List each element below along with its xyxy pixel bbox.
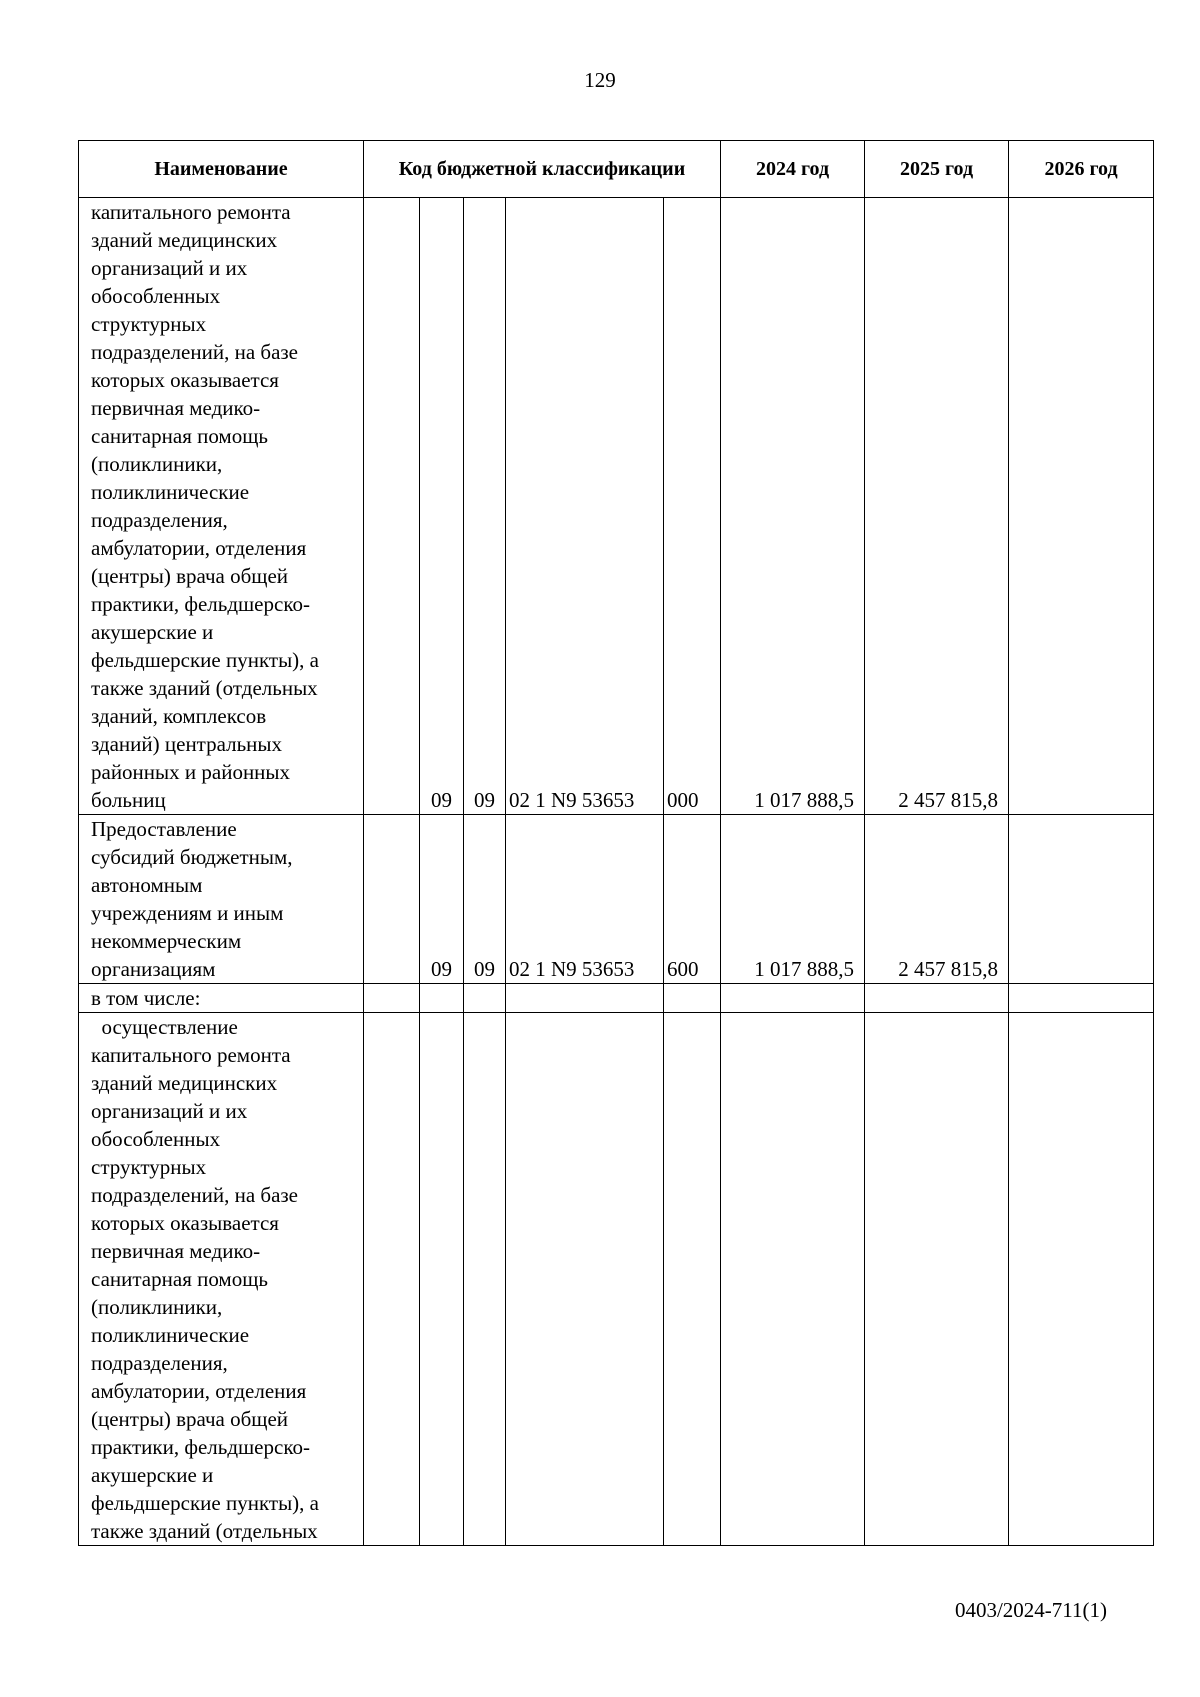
row-code-1 xyxy=(364,1013,420,1546)
document-reference: 0403/2024-711(1) xyxy=(954,1598,1107,1622)
table-header-row xyxy=(79,141,1154,198)
row-code-target: 02 1 N9 53653 xyxy=(506,198,664,815)
row-code-subsection: 09 xyxy=(464,815,506,984)
header-2024: 2024 год xyxy=(721,141,865,198)
row-amount-2024: 1 017 888,5 xyxy=(721,198,865,815)
row-code-expense-type: 600 xyxy=(664,815,721,984)
row-code-section xyxy=(420,1013,464,1546)
row-amount-2025: 2 457 815,8 xyxy=(865,198,1009,815)
page-number: 129 xyxy=(584,68,616,92)
row-code-1 xyxy=(364,815,420,984)
row-name: капитального ремонта зданий медицинских организаций и их обособленных структурных подразделений, на базе которых оказывается первичная медико- санитарная помощь (поликлиники, поликлинические подразделения, амбулатории, отделения (центры) врача общей практики, фельдшерско- акушерские и фельдшерские пункты), а также зданий (отдельных зданий, комплексов зданий) центральных районных и районных больниц xyxy=(79,198,364,815)
row-code-section xyxy=(420,984,464,1013)
row-code-target xyxy=(506,984,664,1013)
row-code-section: 09 xyxy=(420,198,464,815)
row-code-target xyxy=(506,1013,664,1546)
row-code-section: 09 xyxy=(420,815,464,984)
header-2026: 2026 год xyxy=(1009,141,1154,198)
row-amount-2024 xyxy=(721,1013,865,1546)
row-code-expense-type xyxy=(664,984,721,1013)
row-amount-2026 xyxy=(1009,1013,1154,1546)
table-row xyxy=(79,984,1154,1013)
header-name: Наименование xyxy=(79,141,364,198)
row-code-subsection xyxy=(464,984,506,1013)
row-code-expense-type xyxy=(664,1013,721,1546)
row-name: Предоставление субсидий бюджетным, автономным учреждениям и иным некоммерческим организациям xyxy=(79,815,364,984)
row-amount-2024 xyxy=(721,984,865,1013)
budget-table xyxy=(78,140,1154,1546)
row-name: осуществление капитального ремонта зданий медицинских организаций и их обособленных структурных подразделений, на базе которых оказывается первичная медико- санитарная помощь (поликлиники, поликлинические подразделения, амбулатории, отделения (центры) врача общей практики, фельдшерско- акушерские и фельдшерские пункты), а также зданий (отдельных xyxy=(79,1013,364,1546)
row-code-subsection: 09 xyxy=(464,198,506,815)
row-code-expense-type: 000 xyxy=(664,198,721,815)
row-amount-2025 xyxy=(865,984,1009,1013)
row-amount-2026 xyxy=(1009,984,1154,1013)
row-code-1 xyxy=(364,984,420,1013)
row-code-1 xyxy=(364,198,420,815)
row-name: в том числе: xyxy=(79,984,364,1013)
row-amount-2024: 1 017 888,5 xyxy=(721,815,865,984)
row-amount-2025 xyxy=(865,1013,1009,1546)
header-2025: 2025 год xyxy=(865,141,1009,198)
row-amount-2026 xyxy=(1009,815,1154,984)
row-code-target: 02 1 N9 53653 xyxy=(506,815,664,984)
row-amount-2025: 2 457 815,8 xyxy=(865,815,1009,984)
row-code-subsection xyxy=(464,1013,506,1546)
table-row xyxy=(79,198,1154,815)
table-row xyxy=(79,1013,1154,1546)
header-code: Код бюджетной классификации xyxy=(364,141,721,198)
table-row xyxy=(79,815,1154,984)
row-amount-2026 xyxy=(1009,198,1154,815)
